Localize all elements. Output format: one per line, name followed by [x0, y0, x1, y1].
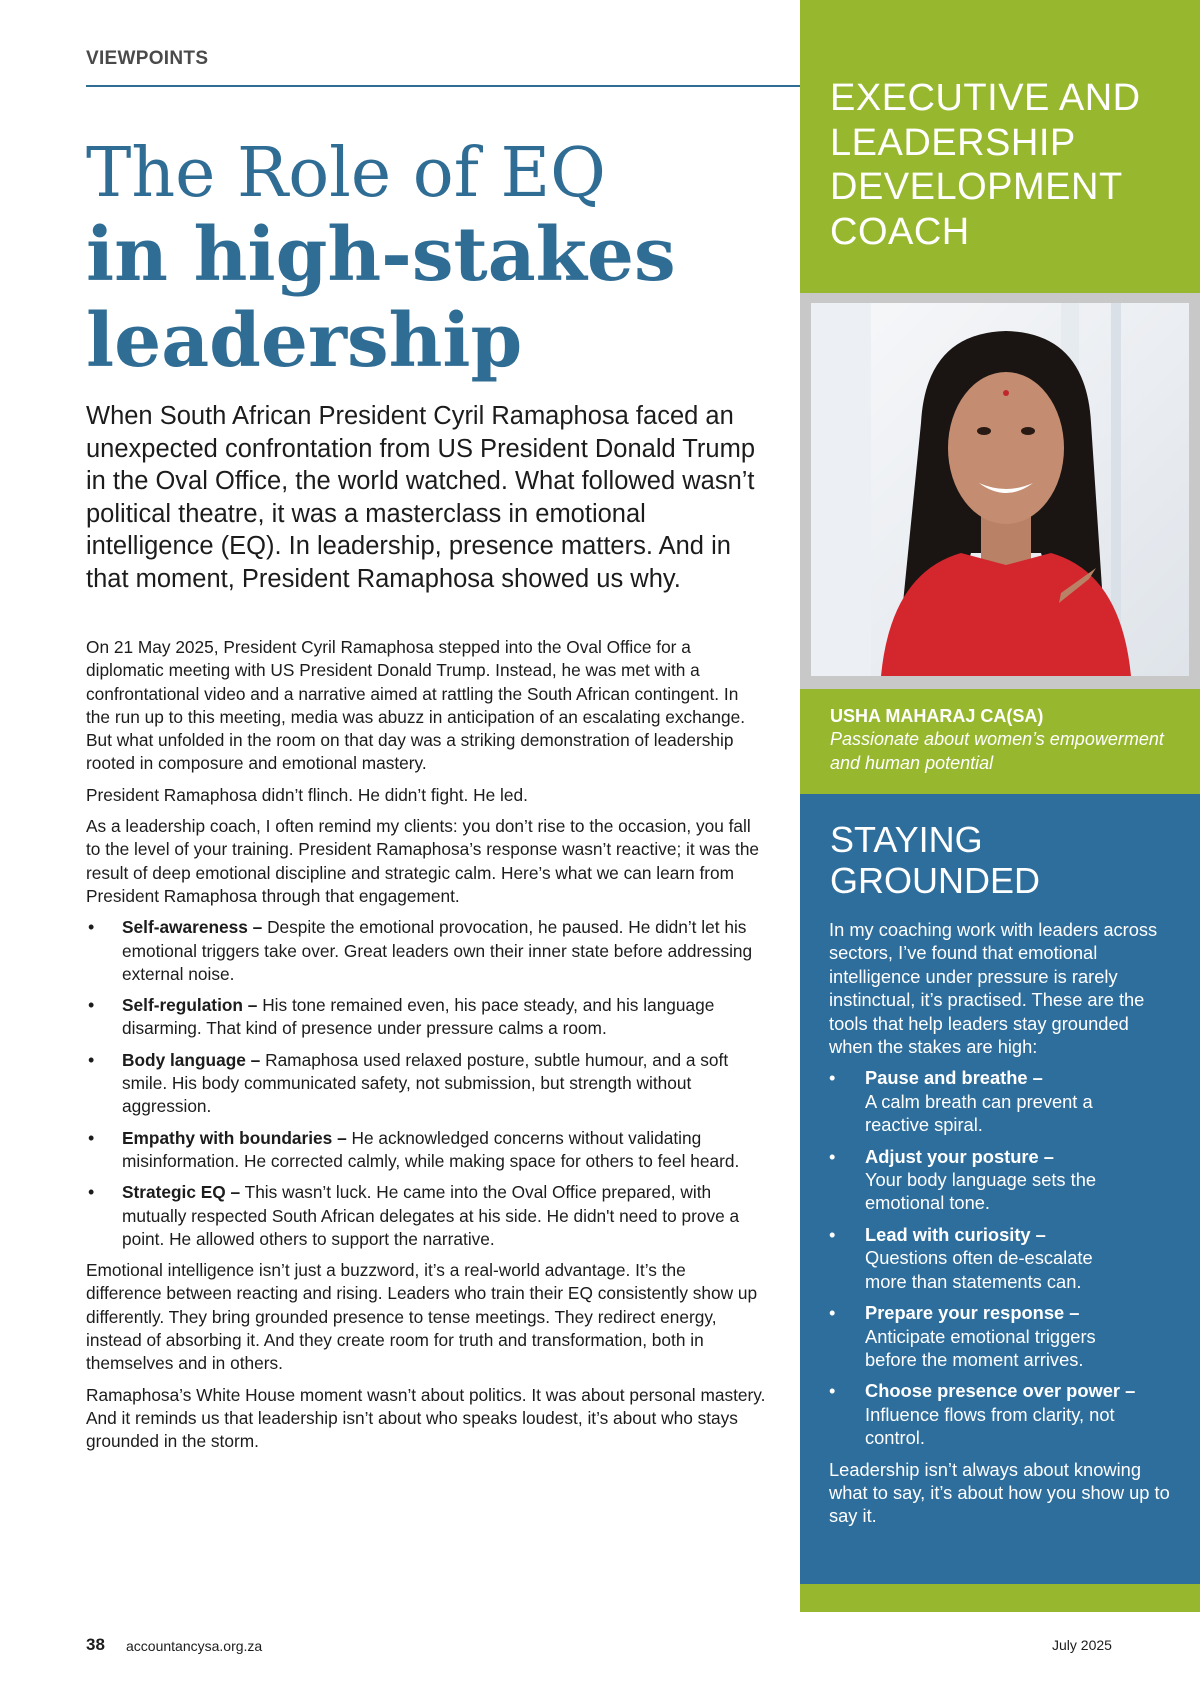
tip-item: [829, 1066, 1174, 1136]
sidebar-footer-bar: [800, 1584, 1200, 1612]
list-item-term: Self-regulation –: [122, 995, 258, 1016]
title-line-2: in high-stakes leadership: [86, 212, 676, 384]
bullet-icon: •: [829, 1067, 836, 1089]
list-item-term: Empathy with boundaries –: [122, 1127, 347, 1148]
body-paragraph: Emotional intelligence isn’t just a buzzword, it’s a real-world advantage. It’s the difference between reacting and rising. Leaders who train their EQ consistently show up differently. They bring grounded presence to tense meetings. They redirect energy, instead of absorbing it. And they create room for truth and transformation, both in themselves and in others.: [86, 1260, 758, 1374]
author-photo: [811, 303, 1189, 676]
title-line-1: The Role of EQ: [86, 134, 606, 213]
tip-item: [829, 1379, 1174, 1449]
tip-term: Lead with curiosity –: [865, 1223, 1046, 1245]
list-item-text: This wasn’t luck. He came into the Oval Office prepared, with mutually respected South African delegates at his side. He didn't need to prove a point. He allowed others to support the narrative.: [122, 1182, 740, 1249]
bullet-icon: •: [829, 1380, 836, 1402]
list-item: [86, 994, 766, 1041]
footer-website: accountancysa.org.za: [126, 1638, 263, 1654]
author-tagline: Passionate about women’s empowerment and human potential: [830, 729, 1164, 773]
lessons-list: [86, 916, 766, 1251]
header-rule: [86, 85, 800, 87]
tip-text: Your body language sets the emotional tone.: [865, 1169, 1097, 1214]
bullet-icon: •: [88, 1127, 95, 1148]
tip-term: Adjust your posture –: [865, 1145, 1054, 1167]
tip-item: [829, 1145, 1174, 1215]
bullet-icon: •: [829, 1145, 836, 1167]
tip-item: [829, 1223, 1174, 1293]
author-portrait-image: [811, 303, 1189, 676]
list-item: [86, 1181, 766, 1251]
tip-item: [829, 1301, 1174, 1371]
author-role-title: EXECUTIVE AND LEADERSHIP DEVELOPMENT COACH: [830, 77, 1141, 253]
page-number: 38: [86, 1635, 105, 1654]
tip-text: A calm breath can prevent a reactive spiral.: [865, 1090, 1093, 1136]
article-title: [86, 136, 786, 384]
list-item-text: He acknowledged concerns without validating misinformation. He corrected calmly, while making space for others to feel heard.: [122, 1127, 740, 1171]
article-body: [86, 636, 766, 1462]
section-label: VIEWPOINTS: [86, 48, 209, 69]
list-item-term: Body language –: [122, 1049, 261, 1070]
sidebar-outro: Leadership isn’t always about knowing what to say, it’s about how you show up to say it.: [829, 1458, 1170, 1527]
body-paragraph: President Ramaphosa didn’t flinch. He didn’t fight. He led.: [86, 784, 528, 805]
list-item-term: Self-awareness –: [122, 917, 263, 938]
sidebar-intro: In my coaching work with leaders across sectors, I’ve found that emotional intelligence under pressure is rarely instinctual, it’s practised. These are the tools that help leaders stay grounded when the stakes are high:: [829, 919, 1158, 1058]
tip-text: Anticipate emotional triggers before the moment arrives.: [865, 1325, 1096, 1370]
footer-date: July 2025: [1052, 1637, 1112, 1653]
article-lead: When South African President Cyril Ramaphosa faced an unexpected confrontation from US President Donald Trump in the Oval Office, the world watched. What followed wasn’t political theatre, it was a masterclass in emotional intelligence (EQ). In leadership, presence matters. And in that moment, President Ramaphosa showed us why.: [86, 402, 756, 593]
body-paragraph: On 21 May 2025, President Cyril Ramaphosa stepped into the Oval Office for a diplomatic meeting with US President Donald Trump. Instead, he was met with a confrontational video and a narrative aimed at rattling the South African contingent. In the run up to this meeting, media was abuzz in anticipation of an escalating exchange. But what unfolded in the room on that day was a striking demonstration of leadership rooted in composure and emotional mastery.: [86, 637, 746, 774]
list-item: [86, 1049, 766, 1119]
tips-list: [829, 1066, 1174, 1449]
bullet-icon: •: [88, 1182, 95, 1203]
list-item-term: Strategic EQ –: [122, 1182, 241, 1203]
tip-term: Pause and breathe –: [865, 1067, 1043, 1089]
tip-term: Choose presence over power –: [865, 1380, 1136, 1402]
bullet-icon: •: [88, 1049, 95, 1070]
list-item-text: Ramaphosa used relaxed posture, subtle humour, and a soft smile. His body communicated safety, not submission, but strength without aggression.: [122, 1049, 729, 1117]
staying-grounded-body: [829, 918, 1174, 1536]
bullet-icon: •: [88, 917, 95, 938]
list-item: [86, 916, 766, 986]
tip-text: Influence flows from clarity, not control.: [865, 1403, 1115, 1449]
author-name: USHA MAHARAJ CA(SA): [830, 706, 1044, 726]
body-paragraph: Ramaphosa’s White House moment wasn’t about politics. It was about personal mastery. And it reminds us that leadership isn’t about who speaks loudest, it’s about who stays grounded in the storm.: [86, 1384, 766, 1452]
bullet-icon: •: [829, 1302, 836, 1324]
tip-term: Prepare your response –: [865, 1302, 1080, 1324]
bullet-icon: •: [829, 1223, 836, 1245]
list-item-text: Despite the emotional provocation, he paused. He didn’t let his emotional triggers take over. Great leaders own their inner state before addressing external noise.: [122, 917, 753, 984]
bullet-icon: •: [88, 995, 95, 1016]
list-item-text: His tone remained even, his pace steady, and his language disarming. That kind of presence under pressure calms a room.: [122, 995, 715, 1039]
body-paragraph: As a leadership coach, I often remind my clients: you don’t rise to the occasion, you fall to the level of your training. President Ramaphosa’s response wasn’t reactive; it was the result of deep emotional discipline and strategic calm. Here’s what we can learn from President Ramaphosa through that engagement.: [86, 816, 760, 906]
staying-grounded-title: STAYING GROUNDED: [830, 819, 1041, 901]
tip-text: Questions often de-escalate more than statements can.: [865, 1247, 1093, 1292]
list-item: [86, 1127, 766, 1174]
